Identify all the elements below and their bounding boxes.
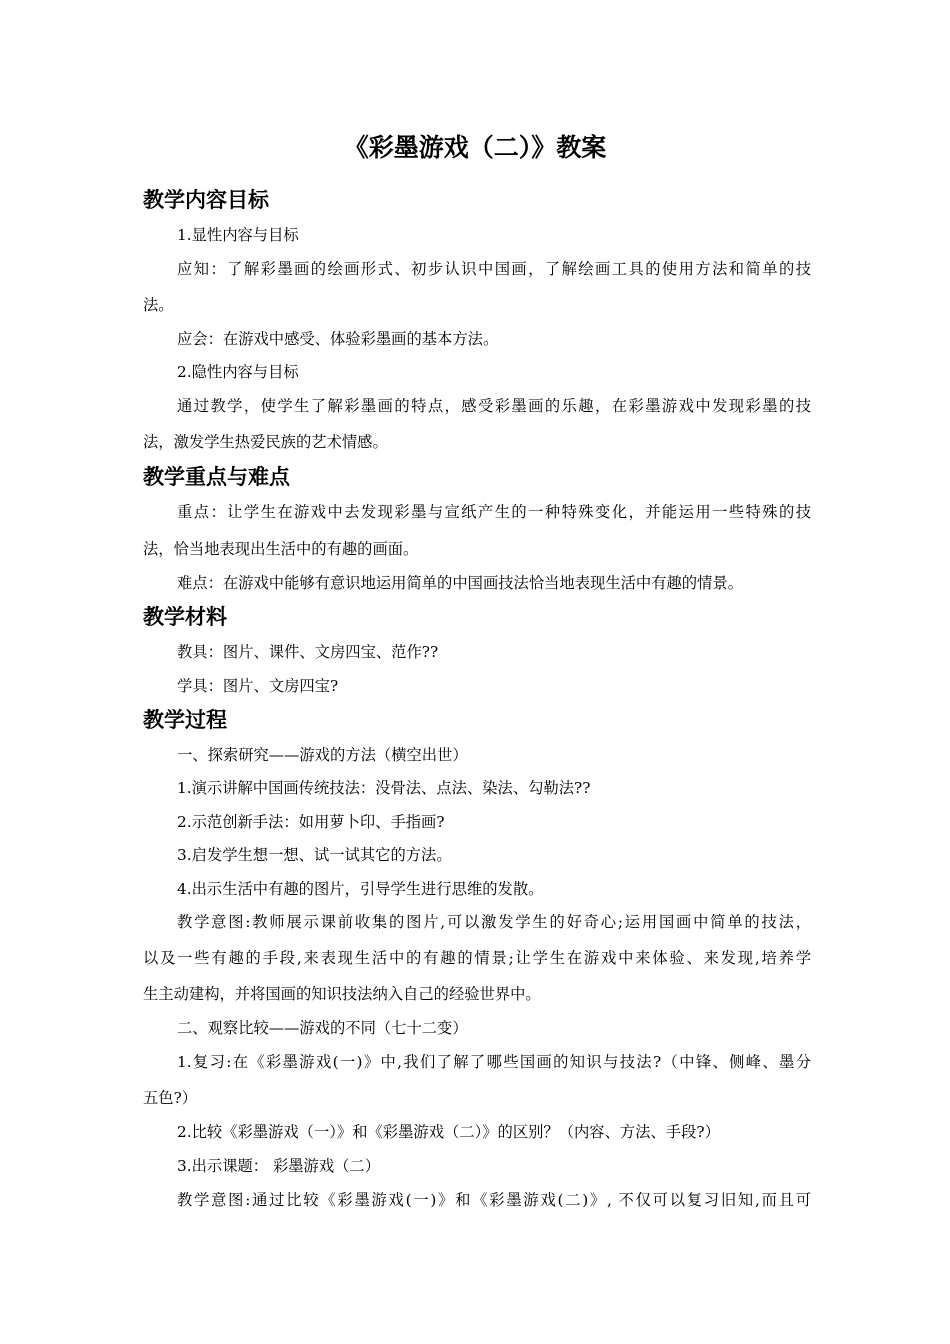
paragraph-line: 五色?） [143, 1089, 198, 1107]
paragraph-line: 一、探索研究——游戏的方法（横空出世） [177, 746, 468, 764]
paragraph-line: 2.隐性内容与目标 [177, 363, 299, 381]
section-heading-process: 教学过程 [143, 708, 227, 732]
paragraph-line: 4.出示生活中有趣的图片，引导学生进行思维的发散。 [177, 880, 544, 898]
paragraph-line: 1.演示讲解中国画传统技法：没骨法、点法、染法、勾勒法?? [177, 779, 591, 797]
paragraph-line: 二、观察比较——游戏的不同（七十二变） [177, 1019, 468, 1037]
paragraph-line: 法，激发学生热爱民族的艺术情感。 [143, 433, 388, 451]
paragraph-line: 生主动建构，并将国画的知识技法纳入自己的经验世界中。 [143, 985, 541, 1003]
paragraph-line: 教学意图:教师展示课前收集的图片,可以激发学生的好奇心;运用国画中简单的技法， [177, 913, 811, 931]
paragraph-line: 学具：图片、文房四宝? [177, 677, 339, 695]
paragraph-line: 3.启发学生想一想、试一试其它的方法。 [177, 846, 452, 864]
paragraph-line: 2.示范创新手法：如用萝卜印、手指画? [177, 813, 445, 831]
paragraph-line: 应会：在游戏中感受、体验彩墨画的基本方法。 [177, 330, 499, 348]
section-heading-materials: 教学材料 [143, 605, 227, 629]
paragraph-line: 重点：让学生在游戏中去发现彩墨与宣纸产生的一种特殊变化，并能运用一些特殊的技 [177, 503, 811, 521]
paragraph-line: 3.出示课题： 彩墨游戏（二） [177, 1157, 381, 1175]
paragraph-line: 1.显性内容与目标 [177, 226, 299, 244]
document-title: 《彩墨游戏（二）》教案 [343, 133, 607, 162]
paragraph-line: 教具：图片、课件、文房四宝、范作?? [177, 643, 439, 661]
section-heading-key-points: 教学重点与难点 [143, 465, 290, 489]
paragraph-line: 难点：在游戏中能够有意识地运用简单的中国画技法恰当地表现生活中有趣的情景。 [177, 574, 743, 592]
paragraph-line: 教学意图:通过比较《彩墨游戏(一)》和《彩墨游戏(二)》, 不仅可以复习旧知,而且可 [177, 1191, 811, 1209]
paragraph-line: 应知：了解彩墨画的绘画形式、初步认识中国画，了解绘画工具的使用方法和简单的技 [177, 260, 811, 278]
paragraph-line: 法，恰当地表现出生活中的有趣的画面。 [143, 540, 419, 558]
section-heading-objectives: 教学内容目标 [143, 188, 269, 212]
paragraph-line: 以及一些有趣的手段,来表现生活中的有趣的情景;让学生在游戏中来体验、来发现,培养学 [143, 949, 811, 967]
paragraph-line: 法。 [143, 296, 174, 314]
paragraph-line: 通过教学，使学生了解彩墨画的特点，感受彩墨画的乐趣，在彩墨游戏中发现彩墨的技 [177, 397, 811, 415]
paragraph-line: 1.复习:在《彩墨游戏(一)》中,我们了解了哪些国画的知识与技法?（中锋、侧峰、墨分 [177, 1053, 812, 1071]
paragraph-line: 2.比较《彩墨游戏（一）》和《彩墨游戏（二）》的区别？（内容、方法、手段?） [177, 1123, 720, 1141]
